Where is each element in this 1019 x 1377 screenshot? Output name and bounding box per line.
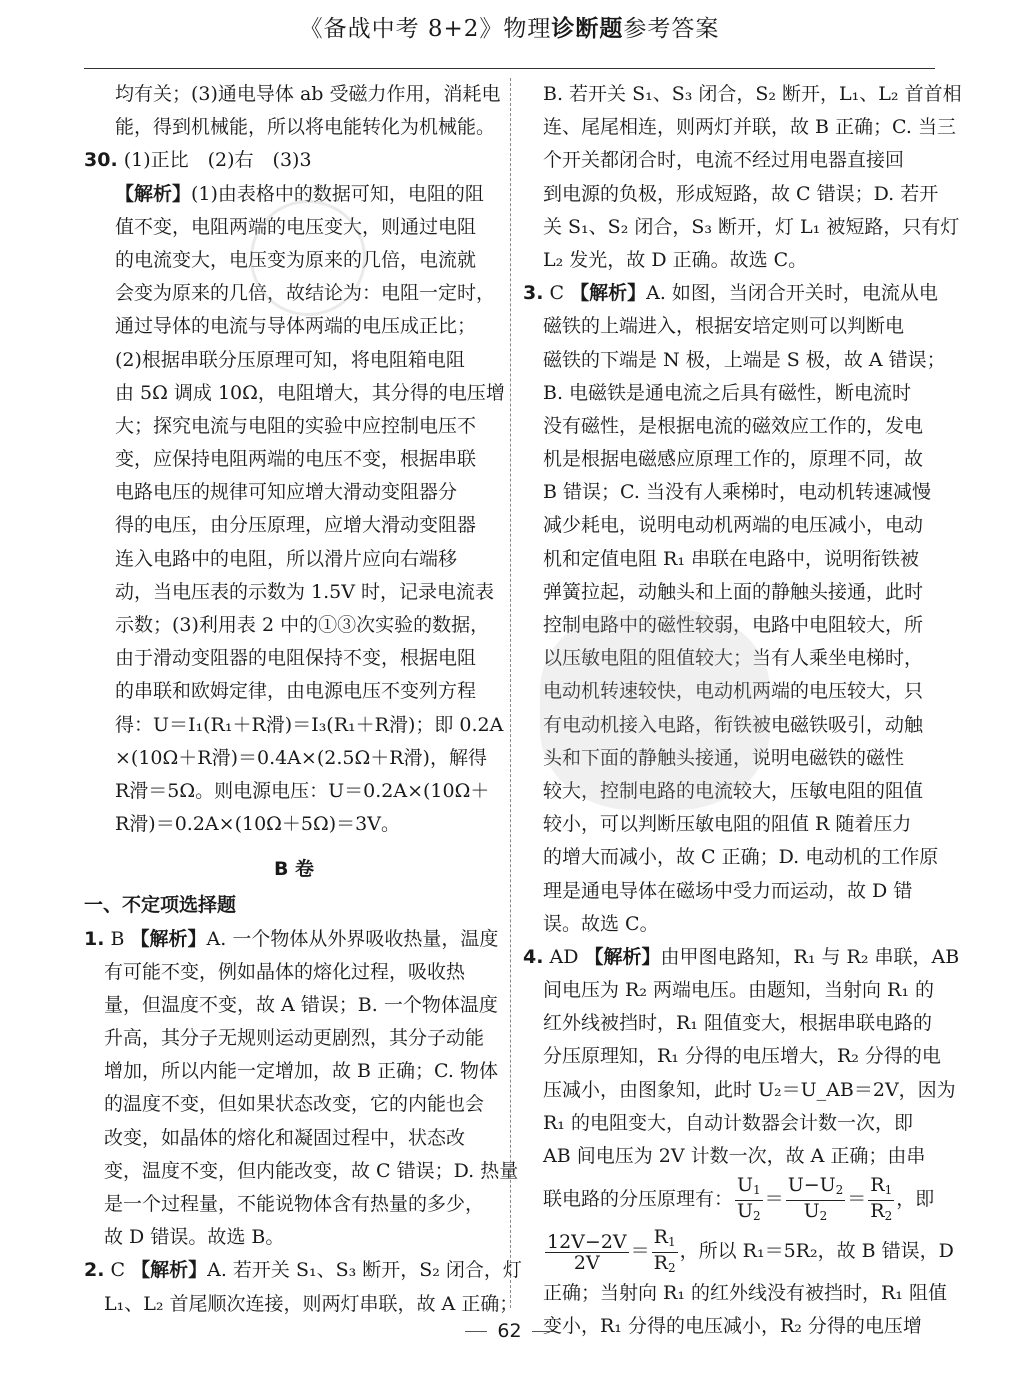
fraction-u1-u2: $\frac{U_1}{U_2}$ xyxy=(737,1173,761,1223)
text-line: 误。故选 C。 xyxy=(543,912,659,935)
text-line: 机和定值电阻 R₁ 串联在电路中，说明衔铁被 xyxy=(543,547,920,570)
text-line: 弹簧拉起，动触头和上面的静触头接通，此时 xyxy=(543,580,924,603)
text-line: 以压敏电阻的阻值较大；当有人乘坐电梯时， xyxy=(543,647,924,670)
header-title-prefix: 《备战中考 8+2》物理 xyxy=(299,16,552,42)
fraction-r1-r2: $\frac{R_1}{R_2}$ xyxy=(870,1173,893,1223)
text-line: B 错误；C. 当没有人乘梯时，电动机转速减慢 xyxy=(543,481,931,504)
text-line: R₁ 的电阻变大，自动计数器会计数一次，即 xyxy=(543,1111,913,1134)
text-line: 连、尾尾相连，则两灯并联，故 B 正确；C. 当三 xyxy=(543,116,956,139)
text-line: 是一个过程量，不能说物体含有热量的多少， xyxy=(104,1193,485,1215)
text-line: 示数；(3)利用表 2 中的①③次实验的数据， xyxy=(115,614,490,636)
text-line: 值不变，电阻两端的电压变大，则通过电阻 xyxy=(115,215,477,238)
dash-right xyxy=(532,1331,554,1332)
equation-line: R滑)＝0.2A×(10Ω＋5Ω)＝3V。 xyxy=(115,813,400,836)
q3-first-line xyxy=(523,277,939,310)
text-line: 较大，控制电路的电流较大，压敏电阻的阻值 xyxy=(543,779,924,802)
text-line: 通过导体的电流与导体两端的电压成正比； xyxy=(115,315,477,338)
text-line: 动，当电压表的示数为 1.5V 时，记录电流表 xyxy=(115,580,495,603)
text-line: A. 若开关 S₁、S₃ 断开，S₂ 闭合，灯 xyxy=(207,1259,522,1282)
header-title-bold: 诊断题 xyxy=(551,16,624,42)
q30-analysis-first xyxy=(84,178,504,211)
header-rule xyxy=(84,68,935,69)
text-line: 有可能不变，例如晶体的熔化过程，吸收热 xyxy=(104,960,466,983)
text-line: A. 如图，当闭合开关时，电流从电 xyxy=(646,282,938,305)
q4-first-line xyxy=(523,941,960,974)
text-line: 增加，所以内能一定增加，故 B 正确；C. 物体 xyxy=(104,1060,498,1083)
question-answer: C xyxy=(549,282,565,305)
q1-first-line xyxy=(84,923,504,956)
column-divider xyxy=(510,78,511,1308)
left-column xyxy=(84,78,522,1321)
text-line: 变，应保持电阻两端的电压不变，根据串联 xyxy=(115,448,477,471)
text-line: 的串联和欧姆定律，由电源电压不变列方程 xyxy=(115,680,477,703)
equation-line: ×(10Ω＋R滑)＝0.4A×(2.5Ω＋R滑)，解得 xyxy=(115,746,487,769)
text-line: 改变，如晶体的熔化和凝固过程中，状态改 xyxy=(104,1126,466,1149)
text-line: 电动机转速较快，电动机两端的电压较大，只 xyxy=(543,680,924,703)
fraction-line: $\frac{12V-2V}{2V}$ ＝ $\frac{R_1}{R_2}$ ，所以 R₁＝5R₂，故 B 错误，D xyxy=(523,1225,939,1277)
question-answer: (1)正比 (2)右 (3)3 xyxy=(123,149,312,172)
text-line: 压减小，由图象知，此时 U₂＝U_AB＝2V，因为 xyxy=(543,1078,956,1101)
text-line: 个开关都闭合时，电流不经过用电器直接回 xyxy=(543,149,905,172)
question-answer: C xyxy=(110,1259,126,1282)
text-line: 升高，其分子无规则运动更剧烈，其分子动能 xyxy=(104,1027,485,1050)
page-header xyxy=(0,10,1019,43)
text-line: 量，但温度不变，故 A 错误；B. 一个物体温度 xyxy=(104,993,498,1016)
text-line: L₁、L₂ 首尾顺次连接，则两灯串联，故 A 正确； xyxy=(104,1292,519,1315)
text-line: 由甲图电路知，R₁ 与 R₂ 串联，AB xyxy=(660,945,960,968)
question-number: 30. xyxy=(84,149,118,172)
text-line: 电路电压的规律可知应增大滑动变阻器分 xyxy=(115,481,458,504)
text-line: 磁铁的上端进入，根据安培定则可以判断电 xyxy=(543,315,905,338)
text-line: 得的电压，由分压原理，应增大滑动变阻器 xyxy=(115,514,477,537)
text-line: 大；探究电流与电阻的实验中应控制电压不 xyxy=(115,414,477,437)
text-line: ，即 xyxy=(896,1188,935,1211)
question-number: 3. xyxy=(523,282,544,305)
text-line: 分压原理知，R₁ 分得的电压增大，R₂ 分得的电 xyxy=(543,1045,941,1068)
text-line: 由 5Ω 调成 10Ω，电阻增大，其分得的电压增 xyxy=(115,381,505,404)
analysis-tag: 【解析】 xyxy=(131,1259,208,1282)
text-line: 减少耗电，说明电动机两端的电压减小，电动 xyxy=(543,514,924,537)
text-line: 均有关；(3)通电导体 ab 受磁力作用，消耗电 xyxy=(115,83,501,105)
text-line: 故 D 错误。故选 B。 xyxy=(104,1226,285,1249)
header-title-suffix: 参考答案 xyxy=(623,16,720,42)
question-number: 1. xyxy=(84,927,105,950)
text-line: 机是根据电磁感应原理工作的，原理不同，故 xyxy=(543,448,924,471)
text-line: 理是通电导体在磁场中受力而运动，故 D 错 xyxy=(543,879,913,902)
fraction-u-minus-u2: $\frac{U-U_2}{U_2}$ xyxy=(787,1173,844,1223)
text-line: 连入电路中的电阻，所以滑片应向右端移 xyxy=(115,547,458,570)
question-number: 2. xyxy=(84,1259,105,1282)
text-line: 由于滑动变阻器的电阻保持不变，根据电阻 xyxy=(115,647,477,670)
analysis-tag: 【解析】 xyxy=(115,182,192,205)
analysis-tag: 【解析】 xyxy=(584,945,661,968)
section-b-title: B 卷 xyxy=(273,858,315,881)
text-line: 能，得到机械能，所以将电能转化为机械能。 xyxy=(115,116,496,139)
equation-line: 得：U＝I₁(R₁＋R滑)＝I₃(R₁＋R滑)；即 0.2A xyxy=(115,713,504,736)
text-line: 关 S₁、S₂ 闭合，S₃ 断开，灯 L₁ 被短路，只有灯 xyxy=(543,215,960,238)
text-line: 没有磁性，是根据电流的磁效应工作的，发电 xyxy=(543,414,924,437)
analysis-tag: 【解析】 xyxy=(130,927,207,950)
fraction-r1-r2: $\frac{R_1}{R_2}$ xyxy=(653,1225,676,1275)
analysis-tag: 【解析】 xyxy=(570,282,647,305)
text-line: 控制电路中的磁性较弱，电路中电阻较大，所 xyxy=(543,614,924,636)
text-line: 间电压为 R₂ 两端电压。由题知，当射向 R₁ 的 xyxy=(543,979,935,1002)
text-line: 变小，R₁ 分得的电压减小，R₂ 分得的电压增 xyxy=(543,1315,922,1338)
question-answer: AD xyxy=(549,945,579,968)
text-line: 的电流变大，电压变为原来的几倍，电流就 xyxy=(115,248,477,271)
text-line: 有电动机接入电路，衔铁被电磁铁吸引，动触 xyxy=(543,713,924,736)
text-line: ，所以 R₁＝5R₂，故 B 错误，D xyxy=(679,1240,954,1263)
section-1-title: 一、不定项选择题 xyxy=(84,894,237,917)
text-line: L₂ 发光，故 D 正确。故选 C。 xyxy=(543,248,808,271)
text-line: 正确；当射向 R₁ 的红外线没有被挡时，R₁ 阻值 xyxy=(543,1282,947,1305)
right-column xyxy=(523,78,962,1344)
text-line: 较小，可以判断压敏电阻的阻值 R 随着压力 xyxy=(543,813,912,836)
text-line: 的温度不变，但如果状态改变，它的内能也会 xyxy=(104,1093,485,1116)
text-line: A. 一个物体从外界吸收热量，温度 xyxy=(206,927,499,950)
text-line: 红外线被挡时，R₁ 阻值变大，根据串联电路的 xyxy=(543,1012,932,1035)
text-line: B. 若开关 S₁、S₃ 闭合，S₂ 断开，L₁、L₂ 首首相 xyxy=(543,83,962,105)
page-number-value: 62 xyxy=(497,1320,522,1342)
q2-first-line xyxy=(84,1254,522,1287)
text-line: (2)根据串联分压原理可知，将电阻箱电阻 xyxy=(115,348,465,371)
fraction-voltages: $\frac{12V-2V}{2V}$ xyxy=(547,1230,627,1274)
text-line: 磁铁的下端是 N 极，上端是 S 极，故 A 错误； xyxy=(543,348,946,371)
question-answer: B xyxy=(110,927,125,950)
text-line: 会变为原来的几倍，故结论为：电阻一定时， xyxy=(115,282,496,305)
text-line: 变，温度不变，但内能改变，故 C 错误；D. 热量 xyxy=(104,1159,519,1182)
text-line: AB 间电压为 2V 计数一次，故 A 正确；由串 xyxy=(543,1145,926,1167)
q30-answer-line xyxy=(84,144,504,177)
dash-left xyxy=(465,1331,487,1332)
text-line: 头和下面的静触头接通，说明电磁铁的磁性 xyxy=(543,746,905,769)
fraction-line: 联电路的分压原理有： $\frac{U_1}{U_2}$ ＝ $\frac{U-U_2}{U_2}$ ＝ $\frac{R_1}{R_2}$ ，即 xyxy=(523,1173,939,1225)
page-number xyxy=(0,1320,1019,1342)
equation-line: R滑＝5Ω。则电源电压：U＝0.2A×(10Ω＋ xyxy=(115,779,490,802)
text-line: B. 电磁铁是通电流之后具有磁性，断电流时 xyxy=(543,381,912,404)
text-line: 联电路的分压原理有： xyxy=(543,1188,734,1211)
text-line: (1)由表格中的数据可知，电阻的阻 xyxy=(191,182,484,205)
question-number: 4. xyxy=(523,945,544,968)
text-line: 到电源的负极，形成短路，故 C 错误；D. 若开 xyxy=(543,182,939,205)
text-line: 的增大而减小，故 C 正确；D. 电动机的工作原 xyxy=(543,846,939,869)
